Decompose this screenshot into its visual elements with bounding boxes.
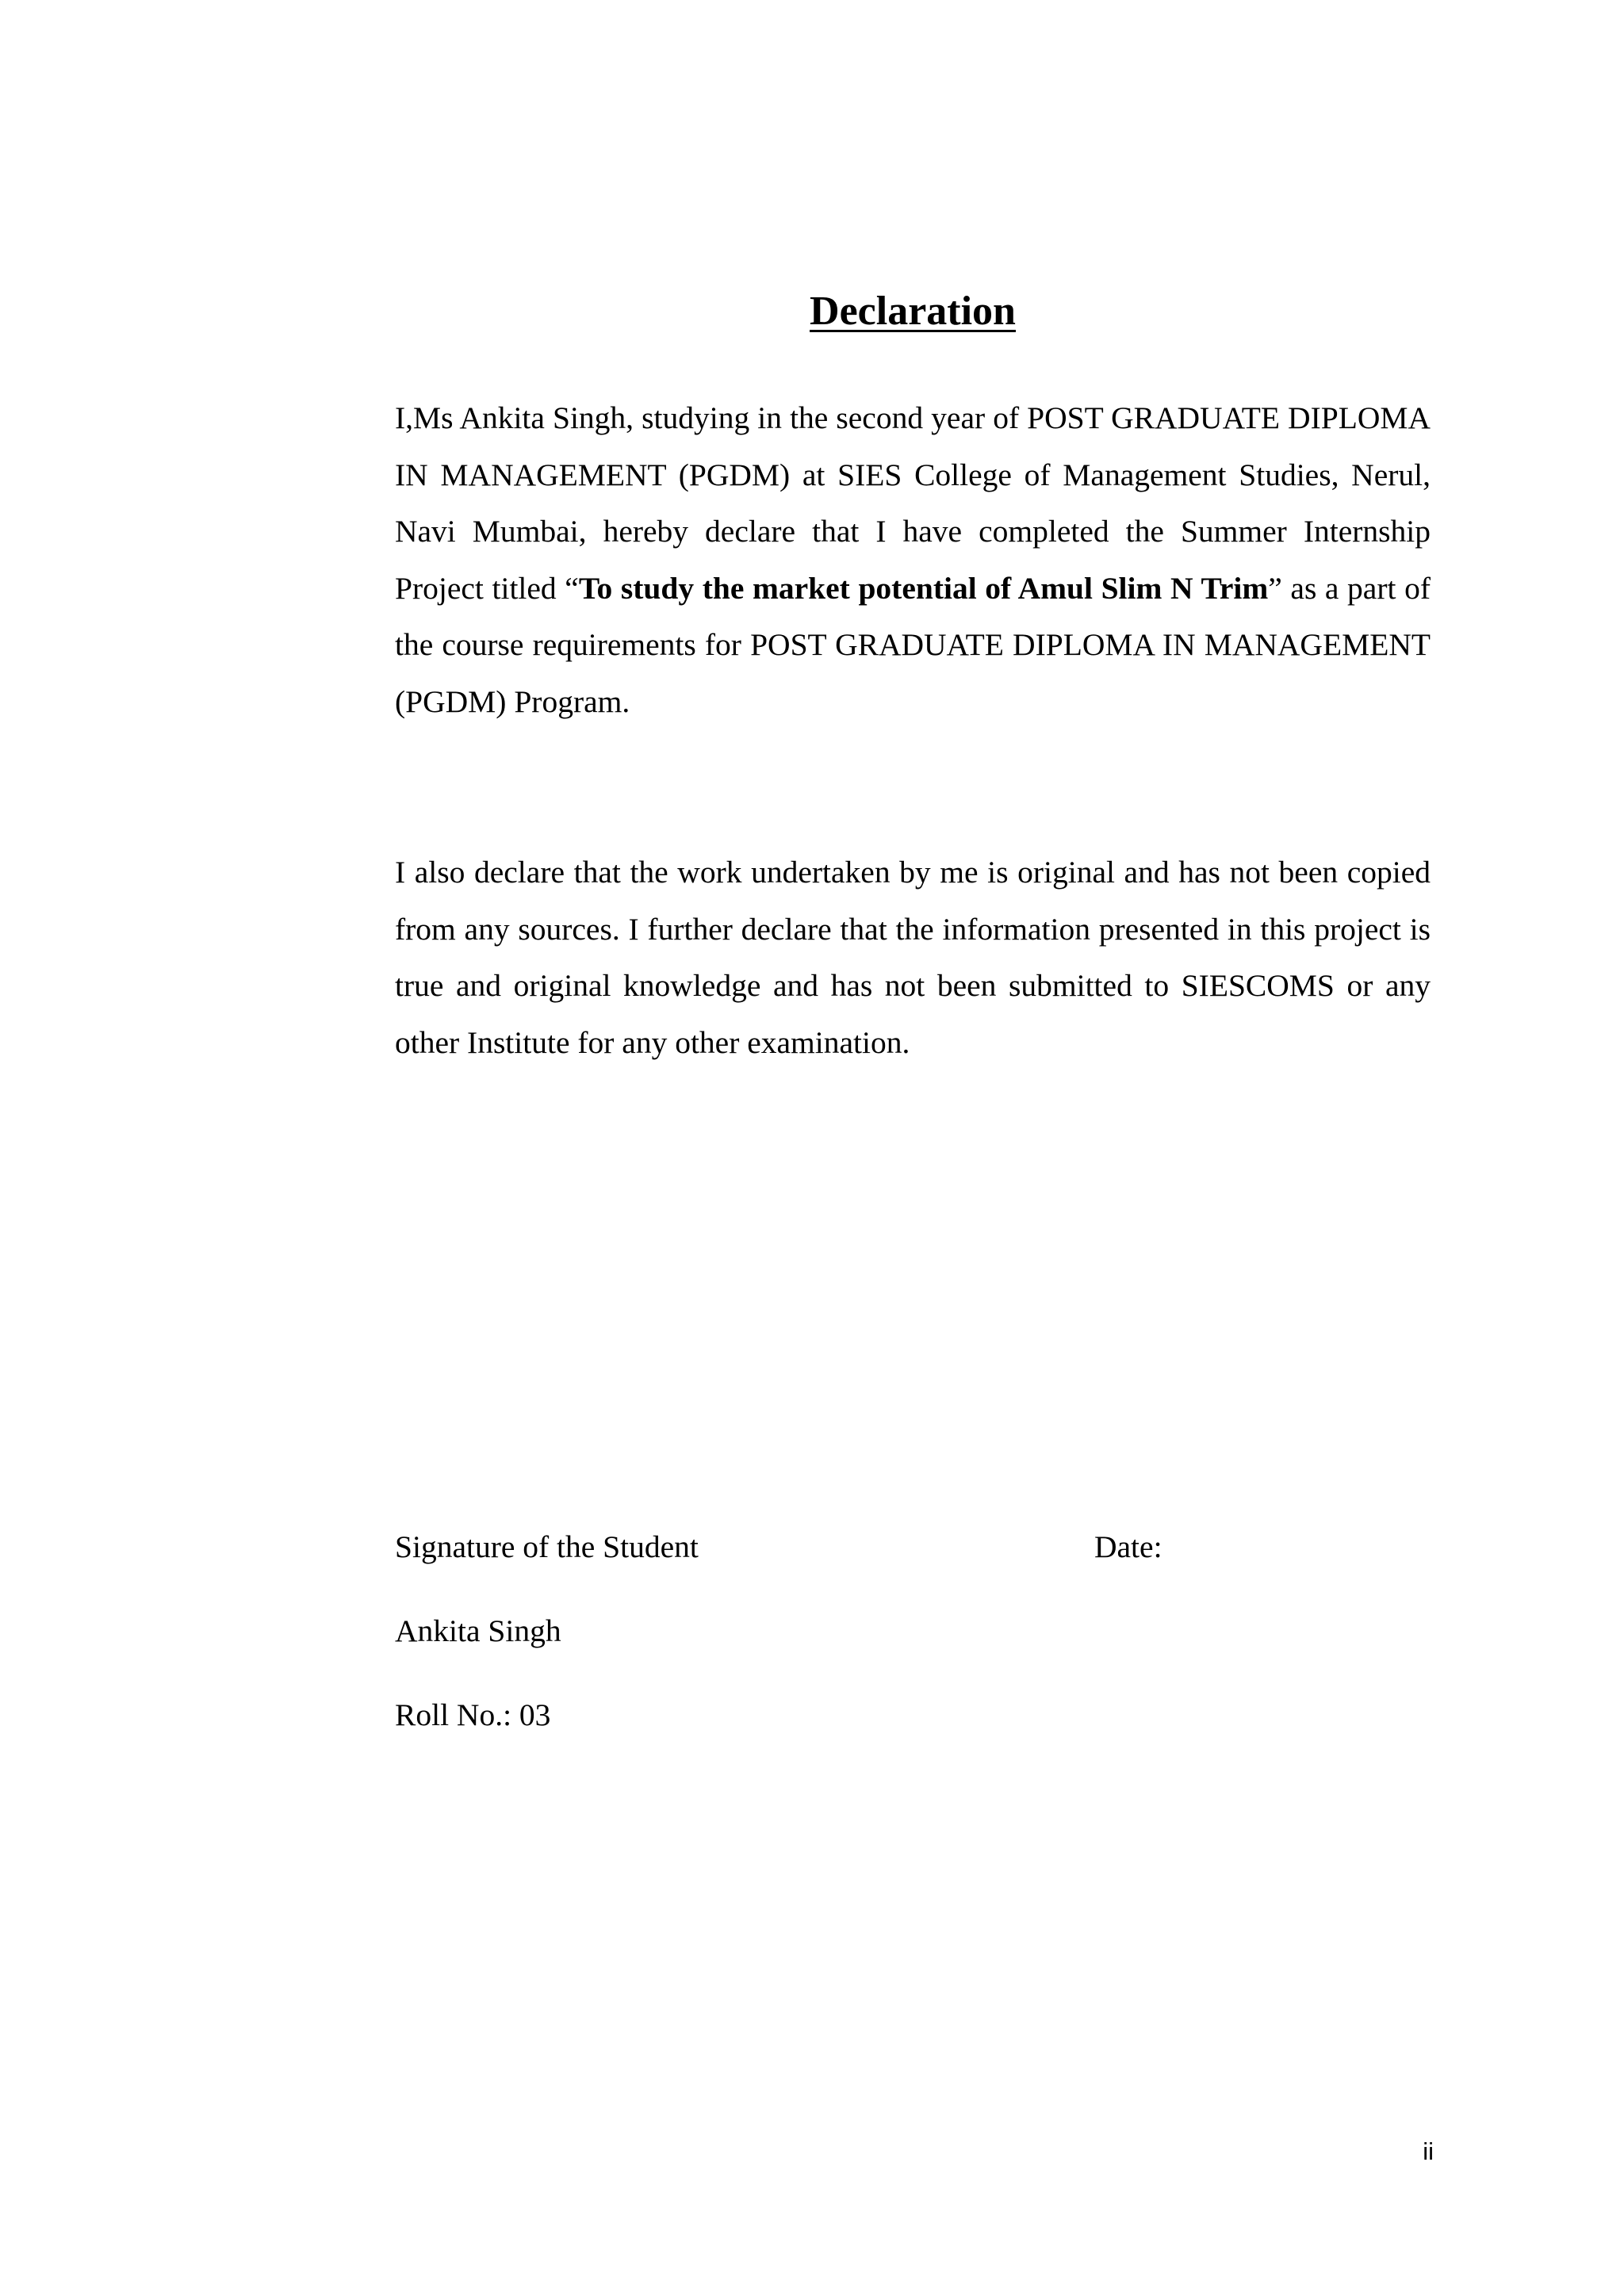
declaration-paragraph-1: [395, 390, 1431, 730]
date-label: Date:: [1094, 1529, 1162, 1564]
project-title-bold: To study the market potential of Amul Slim N Trim: [578, 570, 1269, 606]
paragraph-1-text-end: ” as a part of the course requirements for POST GRADUATE DIPLOMA IN MANAGEMENT (PGDM) Program.: [395, 570, 1431, 719]
declaration-paragraph-2: I also declare that the work undertaken by me is original and has not been copied from any sources. I further declare that the information presented in this project is true and original knowledge and has not been submitted to SIESCOMS or any other Institute for any other examination.: [395, 855, 1431, 1060]
page-title: Declaration: [810, 289, 1016, 334]
page-number: ii: [1423, 2137, 1434, 2165]
roll-number: Roll No.: 03: [395, 1697, 551, 1732]
student-name: Ankita Singh: [395, 1613, 561, 1648]
signature-label: Signature of the Student: [395, 1529, 699, 1564]
paragraph-1-text-start: I,Ms Ankita Singh, studying in the second year of POST GRADUATE DIPLOMA IN MANAGEMENT (PGDM) at SIES College of Management Studies, Nerul, Navi Mumbai, hereby declare that I have completed the Summer Internship Project titled “: [395, 400, 1431, 606]
